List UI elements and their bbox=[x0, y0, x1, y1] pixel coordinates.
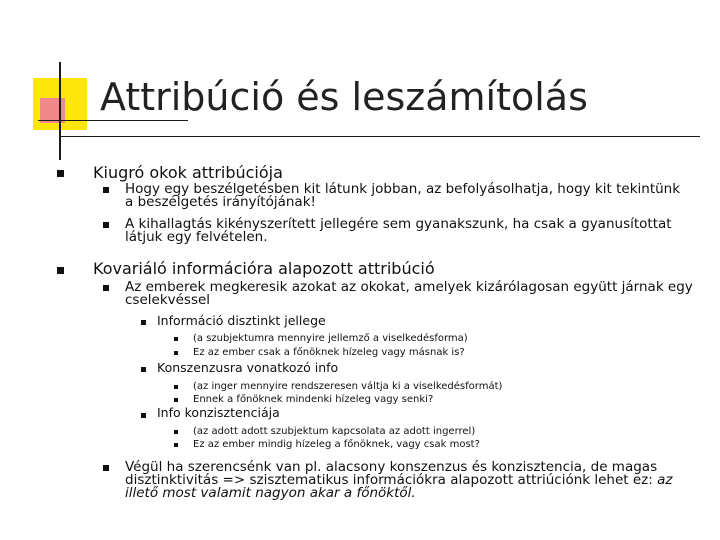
bullet-square-icon bbox=[174, 351, 178, 355]
bullet-square-icon bbox=[141, 320, 146, 325]
bullet-level4-text: Ez az ember csak a főnöknek hízeleg vagy másnak is? bbox=[193, 347, 465, 358]
bullet-level2-text: A kihallagtás kikényszerített jellegére sem gyanakszunk, ha csak a gyanusítottat látjuk egy felvételen. bbox=[125, 216, 672, 245]
bullet-square-icon bbox=[174, 430, 178, 434]
bullet-square-icon bbox=[103, 222, 109, 228]
slide-title: Attribúció és leszámítolás bbox=[100, 75, 588, 119]
decor-vertical-line bbox=[59, 62, 61, 160]
bullet-level3-text: Info konzisztenciája bbox=[157, 405, 280, 420]
bullet-square-icon bbox=[57, 267, 64, 274]
bullet-square-icon bbox=[174, 443, 178, 447]
bullet-level2-text: Hogy egy beszélgetésben kit látunk jobban, az befolyásolhatja, hogy kit tekintünk a beszélgetés irányítójának! bbox=[125, 181, 681, 210]
bullet-level4-text: Ez az ember mindig hízeleg a főnöknek, vagy csak most? bbox=[193, 439, 480, 450]
bullet-level4-text: (az adott adott szubjektum kapcsolata az adott ingerrel) bbox=[193, 426, 476, 437]
bullet-level3-text: Konszenzusra vonatkozó info bbox=[157, 360, 339, 375]
bullet-level1-text: Kovariáló információra alapozott attribúció bbox=[93, 259, 435, 278]
bullet-square-icon bbox=[103, 465, 109, 471]
title-divider-line bbox=[60, 136, 700, 137]
bullet-square-icon bbox=[174, 337, 178, 341]
bullet-square-icon bbox=[103, 187, 109, 193]
bullet-level4-text: Ennek a főnöknek mindenki hízeleg vagy senki? bbox=[193, 394, 434, 405]
bullet-square-icon bbox=[174, 385, 178, 389]
bullet-level2-text bbox=[125, 461, 703, 500]
bullet-square-icon bbox=[57, 170, 64, 177]
conclusion-text: Végül ha szerencsénk van pl. alacsony konszenzus és konzisztencia, de magas disztinktivitás => szisztematikus információkra alapozott attriúciónk lehet ez: bbox=[125, 459, 658, 488]
bullet-level2-text: Az emberek megkeresik azokat az okokat, amelyek kizárólagosan együtt járnak egy cselekvéssel bbox=[125, 279, 693, 308]
bullet-square-icon bbox=[141, 413, 146, 418]
bullet-level4-text: (az inger mennyire rendszeresen váltja ki a viselkedésformát) bbox=[193, 381, 503, 392]
bullet-level1-text: Kiugró okok attribúciója bbox=[93, 163, 283, 182]
bullet-level4-text: (a szubjektumra mennyire jellemző a viselkedésforma) bbox=[193, 333, 468, 344]
bullet-square-icon bbox=[103, 285, 109, 291]
bullet-square-icon bbox=[141, 367, 146, 372]
bullet-square-icon bbox=[174, 398, 178, 402]
bullet-level3-text: Információ disztinkt jellege bbox=[157, 313, 326, 328]
decor-short-horizontal-line bbox=[38, 120, 188, 121]
conclusion-emphasis: az illető most valamit nagyon akar a főnöktől. bbox=[125, 472, 673, 501]
